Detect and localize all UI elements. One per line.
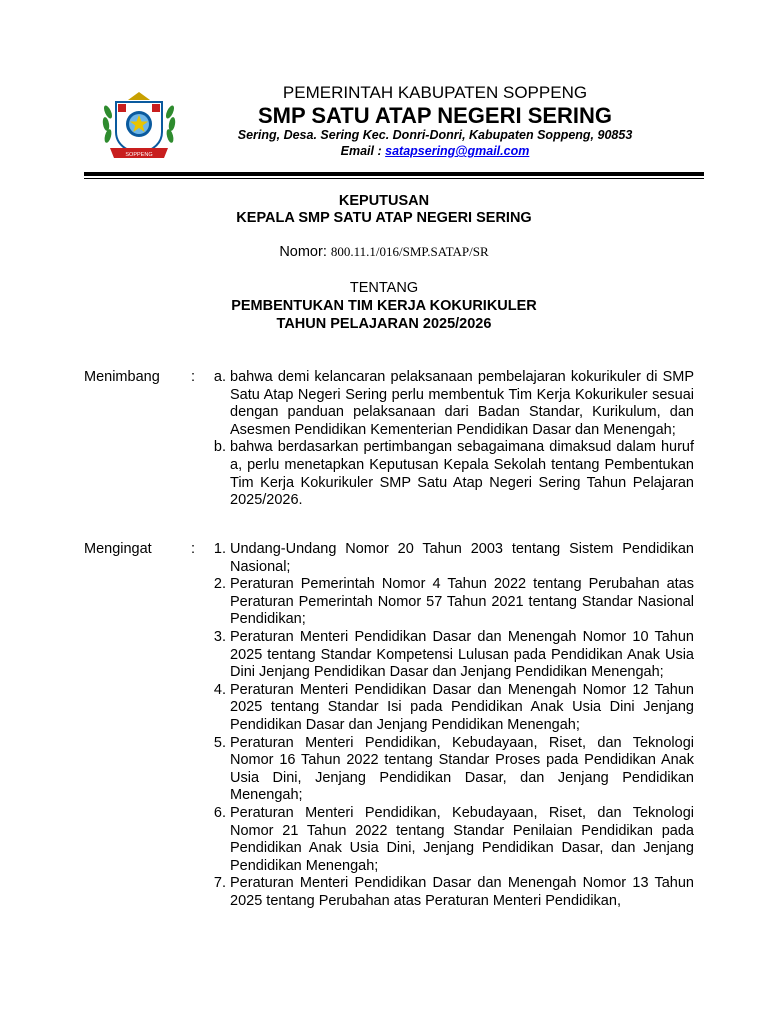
mengingat-list <box>200 541 694 910</box>
letterhead-rule-thin <box>84 178 704 179</box>
nomor-value: 800.11.1/016/SMP.SATAP/SR <box>330 244 489 259</box>
item-text: Peraturan Menteri Pendidikan, Kebudayaan, Riset, dan Teknologi Nomor 21 Tahun 2022 tentang Standar Penilaian Pendidikan pada Pendidikan Anak Usia Dini, Jenjang Pendidikan Dasar, dan Jenjang Pendidikan Menengah; <box>230 804 694 874</box>
mengingat-colon: : <box>191 541 196 557</box>
item-text: Peraturan Menteri Pendidikan Dasar dan Menengah Nomor 10 Tahun 2025 tentang Standar Kompetensi Lulusan pada Pendidikan Anak Usia Dini Jenjang Pendidikan Dasar dan Jenjang Pendidikan Menengah; <box>230 628 694 681</box>
item-text: bahwa demi kelancaran pelaksanaan pembelajaran kokurikuler di SMP Satu Atap Negeri Sering perlu membentuk Tim Kerja Kokurikuler sesuai dengan panduan pelaksanaan dari Badan Standar, Kurikulum, dan Asesmen Pendidikan Kementerian Pendidikan Dasar dan Menengah; <box>230 369 694 438</box>
item-marker: a. <box>213 369 226 385</box>
emblem-label: SOPPENG <box>125 152 153 158</box>
item-text: Peraturan Menteri Pendidikan Dasar dan Menengah Nomor 12 Tahun 2025 tentang Standar Isi pada Pendidikan Anak Usia Dini Jenjang Pendidikan Dasar dan Jenjang Pendidikan Menengah; <box>230 681 694 733</box>
decree-year: TAHUN PELAJARAN 2025/2026 <box>276 316 492 332</box>
item-text: Peraturan Menteri Pendidikan, Kebudayaan, Riset, dan Teknologi Nomor 16 Tahun 2022 tentang Standar Proses pada Pendidikan Anak Usia Dini, Jenjang Pendidikan Dasar, dan Jenjang Pendidikan Menengah; <box>230 734 694 804</box>
list-item <box>200 629 694 682</box>
list-item <box>200 369 694 439</box>
nomor-label: Nomor: <box>279 244 327 260</box>
item-text: bahwa berdasarkan pertimbangan sebagaimana dimaksud dalam huruf a, perlu menetapkan Keputusan Kepala Sekolah tentang Pembentukan Tim Kerja Kokurikuler SMP Satu Atap Negeri Sering Tahun Pelajaran 2025/2026. <box>230 439 694 509</box>
item-text: Peraturan Menteri Pendidikan Dasar dan Menengah Nomor 13 Tahun 2025 tentang Perubahan atas Peraturan Menteri Pendidikan, <box>230 875 694 909</box>
decree-title: KEPUTUSAN <box>338 193 430 209</box>
decree-subject: PEMBENTUKAN TIM KERJA KOKURIKULER <box>231 298 537 314</box>
list-item <box>200 541 694 576</box>
letterhead-rule-thick <box>84 172 704 176</box>
item-marker: 3. <box>213 628 226 645</box>
list-item <box>200 805 694 875</box>
school-email-line <box>200 144 670 158</box>
item-text: Peraturan Pemerintah Nomor 4 Tahun 2022 tentang Perubahan atas Peraturan Pemerintah Nomor 57 Tahun 2021 tentang Standar Nasional Pendidikan; <box>230 576 694 628</box>
list-item <box>200 439 694 509</box>
email-label: Email : <box>340 144 382 158</box>
menimbang-colon: : <box>191 369 196 385</box>
item-marker: 1. <box>213 541 226 557</box>
school-name: SMP SATU ATAP NEGERI SERING <box>257 103 613 128</box>
school-address: Sering, Desa. Sering Kec. Donri-Donri, Kabupaten Soppeng, 90853 <box>237 128 633 142</box>
list-item <box>200 875 694 910</box>
item-marker: 7. <box>213 875 226 892</box>
menimbang-label: Menimbang <box>84 369 160 385</box>
soppeng-emblem-icon <box>100 90 178 160</box>
list-item <box>200 682 694 735</box>
item-marker: b. <box>213 439 226 456</box>
decree-issuer: KEPALA SMP SATU ATAP NEGERI SERING <box>236 210 532 226</box>
item-marker: 6. <box>213 804 226 821</box>
menimbang-list <box>200 369 694 510</box>
item-marker: 2. <box>213 576 226 593</box>
mengingat-label: Mengingat <box>84 541 152 557</box>
item-text: Undang-Undang Nomor 20 Tahun 2003 tentang Sistem Pendidikan Nasional; <box>230 541 694 575</box>
list-item <box>200 735 694 805</box>
email-link[interactable]: satapsering@gmail.com <box>385 144 530 158</box>
government-name: PEMERINTAH KABUPATEN SOPPENG <box>282 83 588 102</box>
decree-number <box>84 244 684 260</box>
tentang-heading: TENTANG <box>349 280 419 296</box>
item-marker: 5. <box>213 734 226 751</box>
item-marker: 4. <box>213 681 226 698</box>
list-item <box>200 576 694 629</box>
